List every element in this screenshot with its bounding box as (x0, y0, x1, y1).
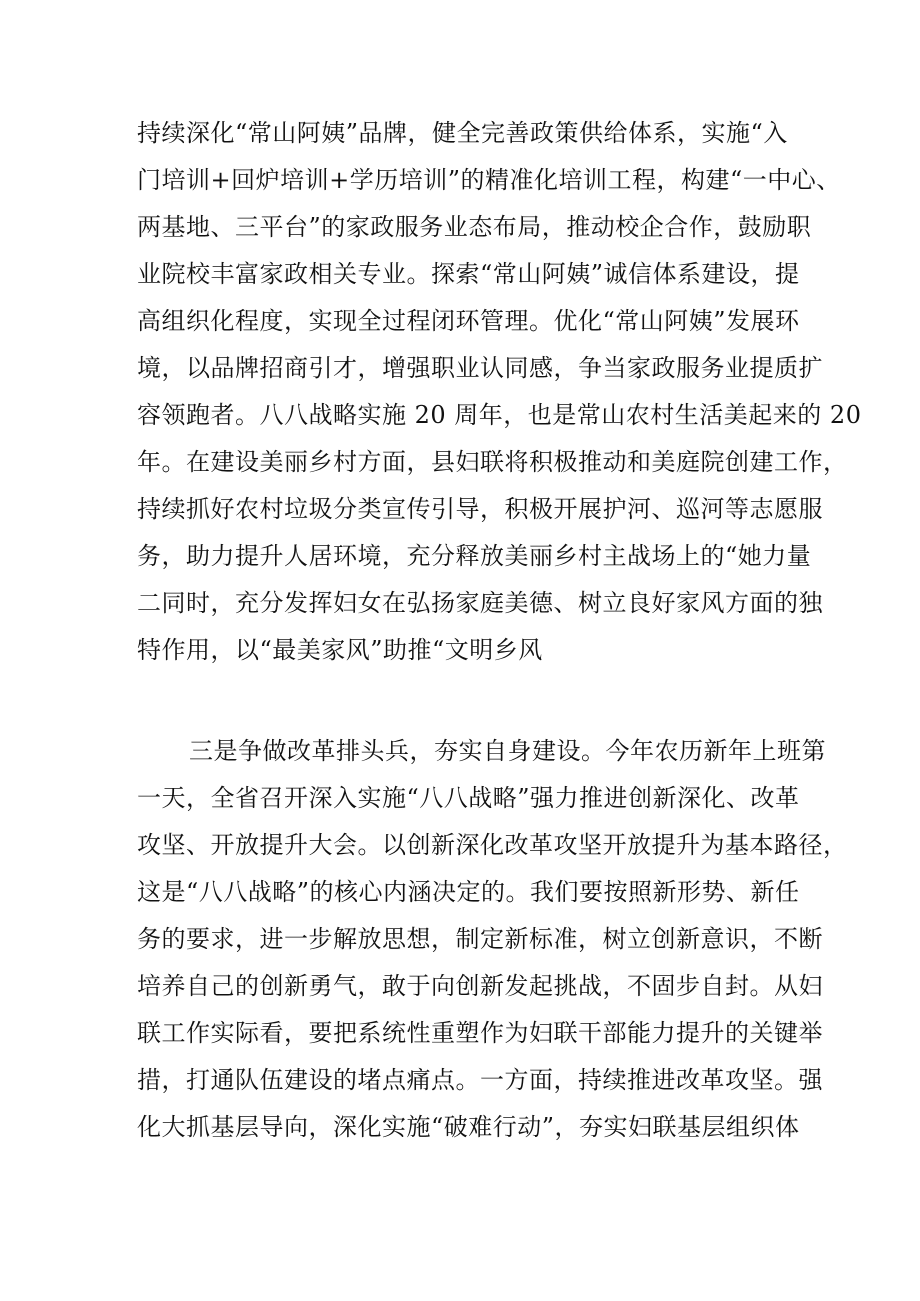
text-line: 容领跑者。八八战略实施 20 周年，也是常山农村生活美起来的 20 (137, 401, 862, 429)
text-line: 培养自己的创新勇气，敢于向创新发起挑战，不固步自封。从妇 (137, 972, 823, 1000)
text-line: 化大抓基层导向，深化实施“破难行动”，夯实妇联基层组织体 (137, 1113, 800, 1141)
text-line: 这是“八八战略”的核心内涵决定的。我们要按照新形势、新任 (137, 878, 800, 906)
text-line: 务，助力提升人居环境，充分释放美丽乡村主战场上的“她力量 (137, 542, 812, 570)
text-line: 二同时，充分发挥妇女在弘扬家庭美德、树立良好家风方面的独 (137, 589, 823, 617)
text-line: 攻坚、开放提升大会。以创新深化改革攻坚开放提升为基本路径， (137, 831, 848, 859)
text-line: 高组织化程度，实现全过程闭环管理。优化“常山阿姨”发展环 (137, 307, 800, 335)
text-line: 持续深化“常山阿姨”品牌，健全完善政策供给体系，实施“入 (137, 119, 788, 147)
text-line: 两基地、三平台”的家政服务业态布局，推动校企合作，鼓励职 (137, 213, 812, 241)
paragraph-reform-pioneer (137, 728, 848, 1151)
text-line: 年。在建设美丽乡村方面，县妇联将积极推动和美庭院创建工作， (137, 448, 848, 476)
paragraph-changshan-ayi (137, 110, 862, 674)
text-line: 三是争做改革排头兵，夯实自身建设。今年农历新年上班第 (189, 737, 826, 765)
text-line: 业院校丰富家政相关专业。探索“常山阿姨”诚信体系建设，提 (137, 260, 800, 288)
text-line: 境，以品牌招商引才，增强职业认同感，争当家政服务业提质扩 (137, 354, 823, 382)
text-line: 措，打通队伍建设的堵点痛点。一方面，持续推进改革攻坚。强 (137, 1066, 823, 1094)
text-line: 门培训+回炉培训+学历培训”的精准化培训工程，构建“一中心、 (137, 166, 841, 194)
text-line: 特作用，以“最美家风”助推“文明乡风 (137, 636, 543, 664)
text-line: 一天，全省召开深入实施“八八战略”强力推进创新深化、改革 (137, 784, 800, 812)
text-line: 联工作实际看，要把系统性重塑作为妇联干部能力提升的关键举 (137, 1019, 823, 1047)
text-line: 务的要求，进一步解放思想，制定新标准，树立创新意识，不断 (137, 925, 823, 953)
text-line: 持续抓好农村垃圾分类宣传引导，积极开展护河、巡河等志愿服 (137, 495, 823, 523)
